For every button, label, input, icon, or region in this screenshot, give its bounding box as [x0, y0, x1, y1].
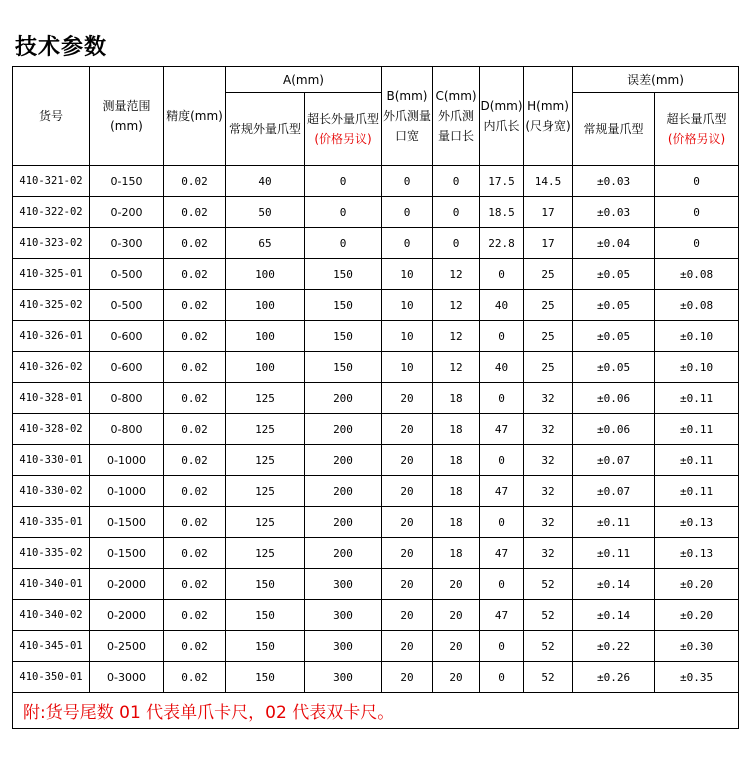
cell-c: 0 — [433, 197, 480, 228]
cell-a-long: 300 — [305, 631, 382, 662]
cell-a-long: 150 — [305, 290, 382, 321]
cell-d: 0 — [480, 662, 524, 693]
cell-d: 47 — [480, 476, 524, 507]
cell-c: 12 — [433, 352, 480, 383]
cell-range: 0-800 — [90, 383, 164, 414]
cell-precision: 0.02 — [164, 569, 226, 600]
cell-b: 0 — [382, 197, 433, 228]
cell-c: 20 — [433, 600, 480, 631]
cell-b: 20 — [382, 383, 433, 414]
cell-range: 0-500 — [90, 259, 164, 290]
cell-h: 52 — [524, 662, 573, 693]
table-row — [13, 569, 739, 600]
cell-range: 0-300 — [90, 228, 164, 259]
cell-precision: 0.02 — [164, 228, 226, 259]
table-row — [13, 600, 739, 631]
table-row — [13, 507, 739, 538]
cell-d: 47 — [480, 538, 524, 569]
cell-h: 32 — [524, 414, 573, 445]
cell-a-long: 150 — [305, 259, 382, 290]
cell-model: 410-325-02 — [13, 290, 90, 321]
cell-a-long: 200 — [305, 383, 382, 414]
cell-error-long: ±0.11 — [655, 383, 739, 414]
cell-c: 12 — [433, 290, 480, 321]
cell-a-long: 200 — [305, 507, 382, 538]
header-h: H(mm) (尺身宽) — [524, 67, 573, 166]
cell-precision: 0.02 — [164, 414, 226, 445]
cell-error-long: ±0.10 — [655, 352, 739, 383]
header-a-group: A(mm) — [226, 67, 382, 93]
cell-error-normal: ±0.22 — [573, 631, 655, 662]
cell-range: 0-600 — [90, 321, 164, 352]
cell-error-normal: ±0.14 — [573, 600, 655, 631]
header-a-long-label: 超长外量爪型 — [307, 112, 380, 126]
cell-d: 0 — [480, 569, 524, 600]
cell-error-normal: ±0.26 — [573, 662, 655, 693]
cell-d: 22.8 — [480, 228, 524, 259]
cell-range: 0-2500 — [90, 631, 164, 662]
cell-b: 20 — [382, 569, 433, 600]
cell-error-long: 0 — [655, 228, 739, 259]
cell-b: 10 — [382, 352, 433, 383]
cell-h: 52 — [524, 569, 573, 600]
cell-d: 0 — [480, 383, 524, 414]
cell-error-long: 0 — [655, 197, 739, 228]
table-row — [13, 352, 739, 383]
cell-a-normal: 150 — [226, 662, 305, 693]
cell-a-normal: 50 — [226, 197, 305, 228]
cell-h: 17 — [524, 228, 573, 259]
cell-error-normal: ±0.07 — [573, 476, 655, 507]
cell-d: 0 — [480, 321, 524, 352]
cell-a-normal: 125 — [226, 507, 305, 538]
cell-d: 0 — [480, 631, 524, 662]
cell-precision: 0.02 — [164, 383, 226, 414]
table-row — [13, 538, 739, 569]
cell-a-normal: 125 — [226, 476, 305, 507]
header-c: C(mm) 外爪测量口长 — [433, 67, 480, 166]
cell-c: 0 — [433, 166, 480, 197]
cell-range: 0-2000 — [90, 569, 164, 600]
cell-error-long: ±0.20 — [655, 600, 739, 631]
cell-error-normal: ±0.14 — [573, 569, 655, 600]
cell-b: 20 — [382, 476, 433, 507]
cell-a-long: 300 — [305, 600, 382, 631]
cell-error-long: ±0.11 — [655, 414, 739, 445]
cell-range: 0-600 — [90, 352, 164, 383]
cell-b: 20 — [382, 445, 433, 476]
cell-precision: 0.02 — [164, 538, 226, 569]
cell-range: 0-800 — [90, 414, 164, 445]
cell-error-long: ±0.11 — [655, 445, 739, 476]
cell-precision: 0.02 — [164, 476, 226, 507]
cell-model: 410-345-01 — [13, 631, 90, 662]
cell-error-normal: ±0.05 — [573, 321, 655, 352]
cell-error-normal: ±0.05 — [573, 352, 655, 383]
cell-h: 32 — [524, 476, 573, 507]
cell-error-long: ±0.13 — [655, 507, 739, 538]
header-error-long — [655, 93, 739, 166]
cell-d: 47 — [480, 600, 524, 631]
cell-h: 32 — [524, 383, 573, 414]
section-title: 技术参数 — [15, 35, 108, 60]
cell-precision: 0.02 — [164, 321, 226, 352]
cell-a-normal: 100 — [226, 290, 305, 321]
cell-precision: 0.02 — [164, 352, 226, 383]
cell-a-normal: 100 — [226, 321, 305, 352]
cell-a-normal: 65 — [226, 228, 305, 259]
cell-error-normal: ±0.07 — [573, 445, 655, 476]
table-row — [13, 321, 739, 352]
header-a-normal: 常规外量爪型 — [226, 93, 305, 166]
table-row — [13, 166, 739, 197]
cell-precision: 0.02 — [164, 445, 226, 476]
cell-a-long: 200 — [305, 445, 382, 476]
cell-c: 18 — [433, 414, 480, 445]
table-row — [13, 197, 739, 228]
cell-precision: 0.02 — [164, 631, 226, 662]
cell-c: 18 — [433, 507, 480, 538]
table-row — [13, 290, 739, 321]
cell-b: 20 — [382, 507, 433, 538]
cell-error-long: ±0.20 — [655, 569, 739, 600]
table-row — [13, 476, 739, 507]
cell-model: 410-330-02 — [13, 476, 90, 507]
cell-b: 0 — [382, 228, 433, 259]
cell-d: 47 — [480, 414, 524, 445]
cell-h: 32 — [524, 538, 573, 569]
cell-a-normal: 125 — [226, 414, 305, 445]
table-row — [13, 662, 739, 693]
cell-a-long: 150 — [305, 352, 382, 383]
cell-precision: 0.02 — [164, 600, 226, 631]
cell-precision: 0.02 — [164, 662, 226, 693]
cell-d: 0 — [480, 445, 524, 476]
cell-error-normal: ±0.11 — [573, 507, 655, 538]
cell-a-normal: 40 — [226, 166, 305, 197]
cell-h: 14.5 — [524, 166, 573, 197]
cell-range: 0-2000 — [90, 600, 164, 631]
cell-error-normal: ±0.04 — [573, 228, 655, 259]
cell-d: 0 — [480, 259, 524, 290]
table-row — [13, 228, 739, 259]
header-precision: 精度(mm) — [164, 67, 226, 166]
spec-table — [12, 66, 739, 729]
table-row — [13, 631, 739, 662]
table-row — [13, 383, 739, 414]
cell-error-normal: ±0.03 — [573, 197, 655, 228]
cell-h: 25 — [524, 352, 573, 383]
cell-b: 20 — [382, 538, 433, 569]
cell-b: 10 — [382, 259, 433, 290]
cell-c: 18 — [433, 445, 480, 476]
cell-range: 0-1000 — [90, 445, 164, 476]
cell-model: 410-326-01 — [13, 321, 90, 352]
cell-range: 0-500 — [90, 290, 164, 321]
cell-a-normal: 125 — [226, 383, 305, 414]
cell-c: 20 — [433, 569, 480, 600]
cell-range: 0-150 — [90, 166, 164, 197]
cell-model: 410-323-02 — [13, 228, 90, 259]
cell-h: 32 — [524, 445, 573, 476]
header-error-group: 误差(mm) — [573, 67, 739, 93]
table-row — [13, 259, 739, 290]
cell-model: 410-321-02 — [13, 166, 90, 197]
cell-range: 0-200 — [90, 197, 164, 228]
cell-a-long: 0 — [305, 166, 382, 197]
cell-b: 10 — [382, 290, 433, 321]
cell-d: 40 — [480, 290, 524, 321]
cell-d: 0 — [480, 507, 524, 538]
cell-a-normal: 125 — [226, 538, 305, 569]
cell-a-normal: 150 — [226, 631, 305, 662]
cell-h: 25 — [524, 321, 573, 352]
cell-a-normal: 150 — [226, 569, 305, 600]
header-error-normal: 常规量爪型 — [573, 93, 655, 166]
cell-model: 410-325-01 — [13, 259, 90, 290]
cell-range: 0-1500 — [90, 507, 164, 538]
cell-model: 410-322-02 — [13, 197, 90, 228]
cell-range: 0-1000 — [90, 476, 164, 507]
cell-model: 410-328-01 — [13, 383, 90, 414]
cell-precision: 0.02 — [164, 259, 226, 290]
cell-a-long: 200 — [305, 414, 382, 445]
cell-precision: 0.02 — [164, 507, 226, 538]
cell-c: 20 — [433, 662, 480, 693]
header-range: 测量范围 (mm) — [90, 67, 164, 166]
cell-range: 0-3000 — [90, 662, 164, 693]
table-row — [13, 445, 739, 476]
cell-a-long: 200 — [305, 538, 382, 569]
cell-a-long: 150 — [305, 321, 382, 352]
cell-b: 0 — [382, 166, 433, 197]
header-a-long-note: (价格另议) — [314, 132, 372, 146]
cell-error-long: ±0.10 — [655, 321, 739, 352]
cell-error-normal: ±0.05 — [573, 259, 655, 290]
cell-h: 52 — [524, 631, 573, 662]
cell-a-long: 300 — [305, 662, 382, 693]
cell-d: 40 — [480, 352, 524, 383]
cell-model: 410-340-01 — [13, 569, 90, 600]
cell-a-long: 0 — [305, 197, 382, 228]
cell-model: 410-335-01 — [13, 507, 90, 538]
cell-b: 20 — [382, 600, 433, 631]
cell-a-long: 0 — [305, 228, 382, 259]
cell-c: 20 — [433, 631, 480, 662]
cell-h: 52 — [524, 600, 573, 631]
cell-error-normal: ±0.11 — [573, 538, 655, 569]
cell-c: 12 — [433, 321, 480, 352]
cell-error-normal: ±0.06 — [573, 383, 655, 414]
cell-error-long: 0 — [655, 166, 739, 197]
cell-error-long: ±0.13 — [655, 538, 739, 569]
cell-h: 32 — [524, 507, 573, 538]
cell-error-normal: ±0.03 — [573, 166, 655, 197]
cell-precision: 0.02 — [164, 290, 226, 321]
cell-model: 410-335-02 — [13, 538, 90, 569]
cell-b: 20 — [382, 662, 433, 693]
cell-c: 18 — [433, 383, 480, 414]
cell-error-long: ±0.11 — [655, 476, 739, 507]
cell-model: 410-340-02 — [13, 600, 90, 631]
cell-error-long: ±0.30 — [655, 631, 739, 662]
cell-h: 17 — [524, 197, 573, 228]
cell-c: 18 — [433, 476, 480, 507]
cell-precision: 0.02 — [164, 166, 226, 197]
cell-model: 410-328-02 — [13, 414, 90, 445]
header-error-long-note: (价格另议) — [667, 132, 726, 146]
cell-a-normal: 100 — [226, 352, 305, 383]
cell-b: 20 — [382, 631, 433, 662]
header-b: B(mm) 外爪测量口宽 — [382, 67, 433, 166]
cell-a-long: 300 — [305, 569, 382, 600]
cell-b: 20 — [382, 414, 433, 445]
cell-a-long: 200 — [305, 476, 382, 507]
footnote: 附:货号尾数 01 代表单爪卡尺，02 代表双卡尺。 — [13, 693, 739, 729]
cell-error-long: ±0.08 — [655, 259, 739, 290]
cell-model: 410-326-02 — [13, 352, 90, 383]
cell-a-normal: 125 — [226, 445, 305, 476]
cell-d: 18.5 — [480, 197, 524, 228]
cell-error-long: ±0.08 — [655, 290, 739, 321]
table-row — [13, 414, 739, 445]
cell-error-normal: ±0.05 — [573, 290, 655, 321]
cell-a-normal: 100 — [226, 259, 305, 290]
cell-model: 410-330-01 — [13, 445, 90, 476]
cell-b: 10 — [382, 321, 433, 352]
header-a-long — [305, 93, 382, 166]
cell-model: 410-350-01 — [13, 662, 90, 693]
cell-a-normal: 150 — [226, 600, 305, 631]
cell-h: 25 — [524, 290, 573, 321]
cell-error-normal: ±0.06 — [573, 414, 655, 445]
header-error-long-label: 超长量爪型 — [666, 112, 727, 126]
cell-precision: 0.02 — [164, 197, 226, 228]
header-model: 货号 — [13, 67, 90, 166]
cell-c: 18 — [433, 538, 480, 569]
cell-error-long: ±0.35 — [655, 662, 739, 693]
cell-h: 25 — [524, 259, 573, 290]
cell-c: 0 — [433, 228, 480, 259]
cell-c: 12 — [433, 259, 480, 290]
cell-range: 0-1500 — [90, 538, 164, 569]
header-d: D(mm) 内爪长 — [480, 67, 524, 166]
cell-d: 17.5 — [480, 166, 524, 197]
